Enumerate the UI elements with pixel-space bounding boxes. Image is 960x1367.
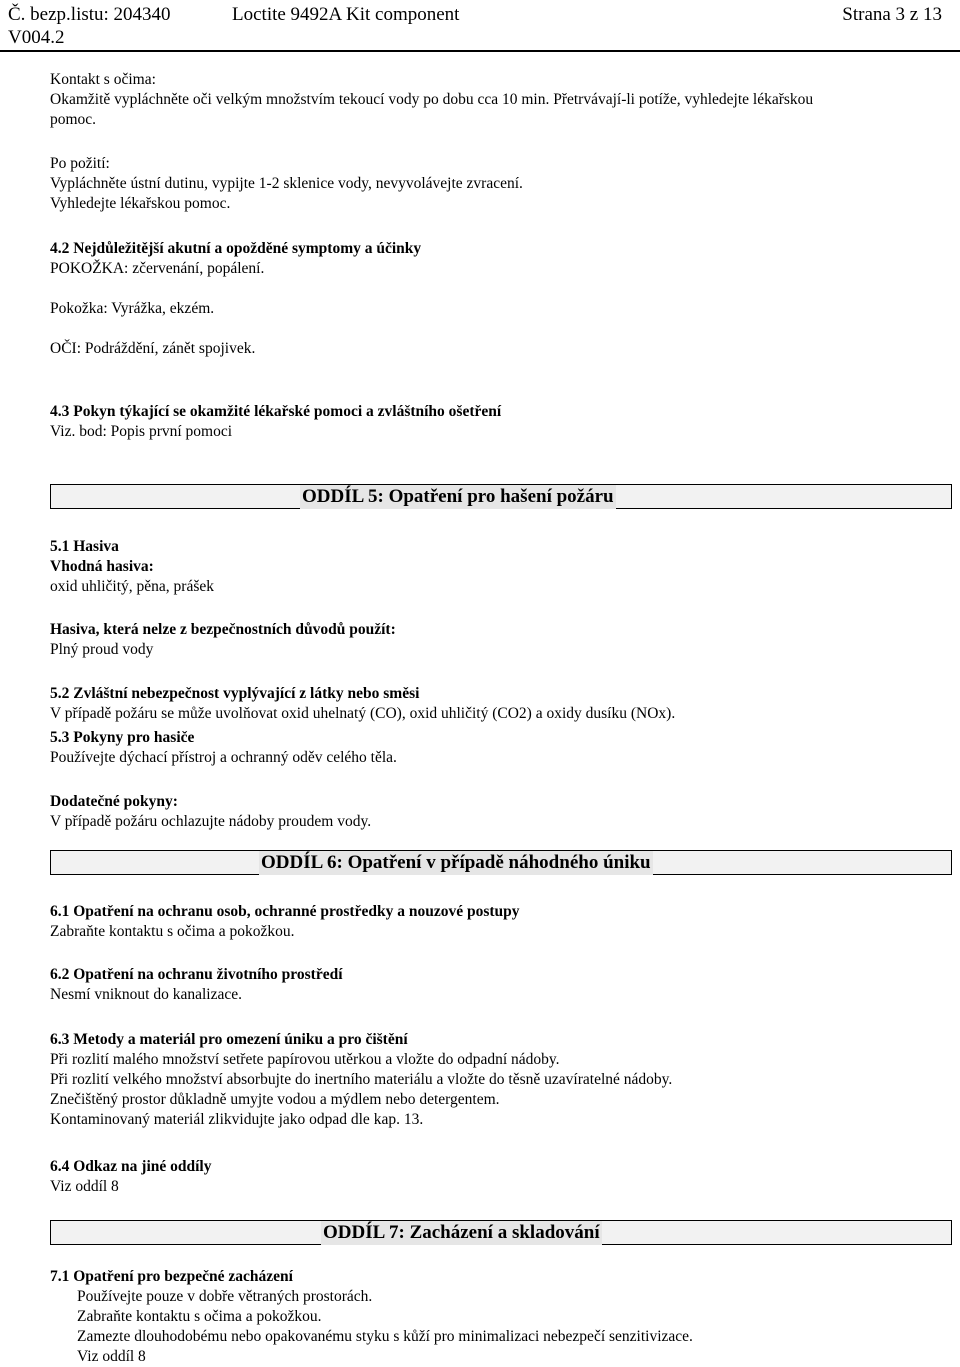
eye-contact-line: Okamžitě vypláchněte oči velkým množstvím tekoucí vody po dobu cca 10 min. Přetrvávají-li potíže, vyhledejte lékařskou — [50, 91, 814, 108]
unsuitable-media-line: Plný proud vody — [50, 641, 154, 658]
unsuitable-media-block — [50, 620, 396, 660]
safe-handling-line: Zabraňte kontaktu s očima a pokožkou. — [77, 1308, 322, 1325]
firefighters-block — [50, 728, 397, 768]
additional-advice-block — [50, 792, 371, 832]
eye-contact-block — [50, 70, 813, 130]
suitable-media-line: oxid uhličitý, pěna, prášek — [50, 578, 214, 595]
safe-handling-title: 7.1 Opatření pro bezpečné zacházení — [50, 1268, 293, 1285]
personal-precautions-heading: 6.1 Opatření na ochranu osob, ochranné prostředky a nouzové postupy — [50, 903, 520, 920]
safe-handling-heading — [50, 1267, 293, 1287]
section-7-title: ODDÍL 7: Zacházení a skladování — [323, 1222, 600, 1243]
medical-attention-heading: 4.3 Pokyn týkající se okamžité lékařské pomoci a zvláštního ošetření — [50, 403, 502, 420]
medical-attention-line: Viz. bod: Popis první pomoci — [50, 423, 233, 440]
eye-contact-line: pomoc. — [50, 111, 97, 128]
symptoms-line: Pokožka: Vyrážka, ekzém. — [50, 300, 215, 317]
environmental-precautions-heading: 6.2 Opatření na ochranu životního prostředí — [50, 966, 343, 983]
symptoms-heading: 4.2 Nejdůležitější akutní a opožděné symptomy a účinky — [50, 240, 422, 257]
additional-advice-line: V případě požáru ochlazujte nádoby proudem vody. — [50, 813, 372, 830]
suitable-media-label: Vhodná hasiva: — [50, 558, 154, 575]
containment-heading: 6.3 Metody a materiál pro omezení úniku a pro čištění — [50, 1031, 408, 1048]
product-name: Loctite 9492A Kit component — [232, 4, 460, 25]
reference-line: Viz oddíl 8 — [50, 1178, 119, 1195]
containment-line: Znečištěný prostor důkladně umyjte vodou a mýdlem nebo detergentem. — [50, 1091, 500, 1108]
symptoms-line: OČI: Podráždění, zánět spojivek. — [50, 340, 256, 357]
personal-precautions-line: Zabraňte kontaktu s očima a pokožkou. — [50, 923, 295, 940]
safe-handling-block — [77, 1287, 693, 1367]
section-5-title: ODDÍL 5: Opatření pro hašení požáru — [302, 486, 614, 507]
section-6-title: ODDÍL 6: Opatření v případě náhodného úniku — [261, 852, 651, 873]
firefighters-line: Používejte dýchací přístroj a ochranný oděv celého těla. — [50, 749, 397, 766]
containment-line: Kontaminovaný materiál zlikvidujte jako odpad dle kap. 13. — [50, 1111, 424, 1128]
special-hazards-heading: 5.2 Zvláštní nebezpečnost vyplývající z látky nebo směsi — [50, 685, 420, 702]
ingestion-title: Po požití: — [50, 155, 110, 172]
eye-contact-title: Kontakt s očima: — [50, 71, 156, 88]
safe-handling-line: Zamezte dlouhodobému nebo opakovanému styku s kůží pro minimalizaci nebezpečí senzitivizace. — [77, 1328, 693, 1345]
containment-block — [50, 1030, 672, 1130]
ingestion-line: Vypláchněte ústní dutinu, vypijte 1-2 sklenice vody, nevyvolávejte zvracení. — [50, 175, 523, 192]
extinguishing-media-heading: 5.1 Hasiva — [50, 538, 119, 555]
symptoms-line: POKOŽKA: zčervenání, popálení. — [50, 260, 265, 277]
unsuitable-media-label: Hasiva, která nelze z bezpečnostních důvodů použít: — [50, 621, 396, 638]
ingestion-block — [50, 154, 523, 214]
header-rule — [0, 50, 960, 52]
safe-handling-line: Viz oddíl 8 — [77, 1348, 146, 1365]
document-number: Č. bezp.listu: 204340 — [8, 4, 171, 25]
firefighters-heading: 5.3 Pokyny pro hasiče — [50, 729, 195, 746]
page-number: Strana 3 z 13 — [842, 4, 942, 25]
symptoms-block — [50, 239, 421, 279]
additional-advice-label: Dodatečné pokyny: — [50, 793, 178, 810]
special-hazards-block — [50, 684, 675, 724]
environmental-precautions-line: Nesmí vniknout do kanalizace. — [50, 986, 242, 1003]
ingestion-line: Vyhledejte lékařskou pomoc. — [50, 195, 231, 212]
containment-line: Při rozlití velkého množství absorbujte do inertního materiálu a vložte do těsně uzavíratelné nádoby. — [50, 1071, 673, 1088]
document-version: V004.2 — [8, 27, 65, 48]
extinguishing-media-block — [50, 537, 214, 597]
environmental-precautions-block — [50, 965, 343, 1005]
containment-line: Při rozlití malého množství setřete papírovou utěrkou a vložte do odpadní nádoby. — [50, 1051, 560, 1068]
reference-block — [50, 1157, 212, 1197]
reference-heading: 6.4 Odkaz na jiné oddíly — [50, 1158, 212, 1175]
safe-handling-line: Používejte pouze v dobře větraných prostorách. — [77, 1288, 373, 1305]
personal-precautions-block — [50, 902, 520, 942]
medical-attention-block — [50, 402, 501, 442]
special-hazards-line: V případě požáru se může uvolňovat oxid uhelnatý (CO), oxid uhličitý (CO2) a oxidy dusíku (NOx). — [50, 705, 676, 722]
